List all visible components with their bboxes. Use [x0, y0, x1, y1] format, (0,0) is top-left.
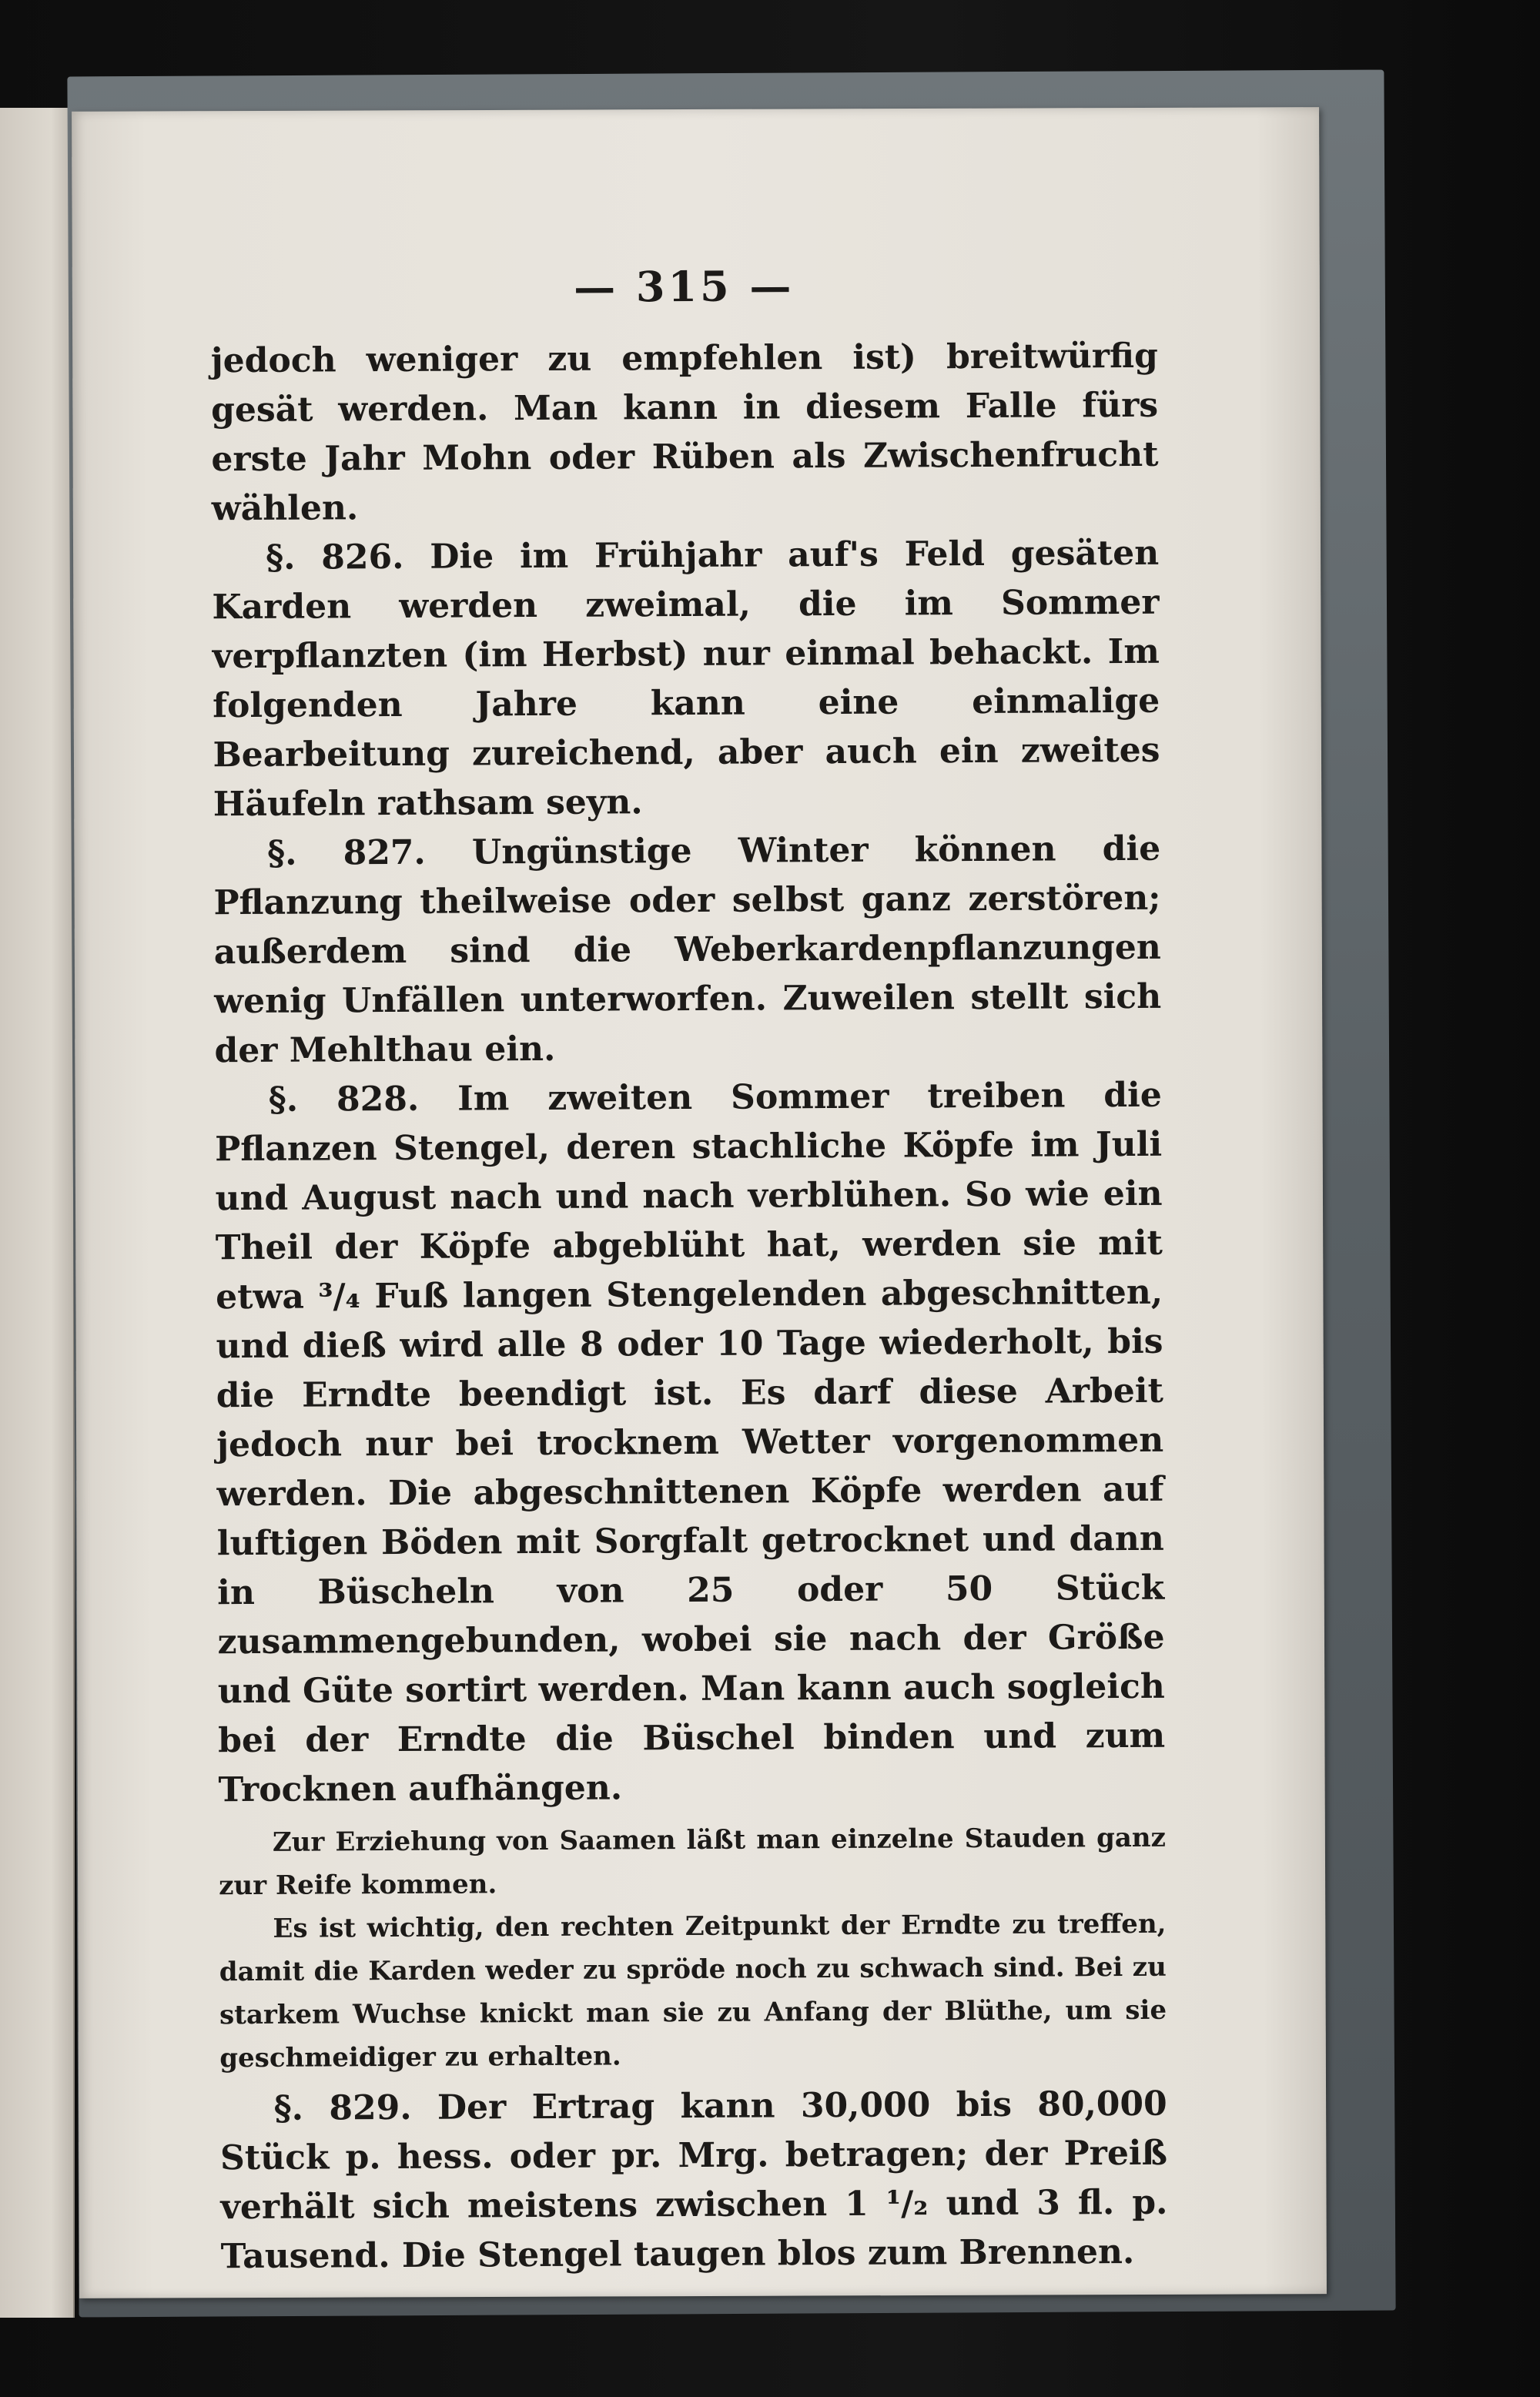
note-harvest-timing: Es ist wichtig, den rechten Zeitpunkt der Erndte zu treffen, damit die Karden weder zu spröde noch zu schwach sind. Bei zu starkem Wuchse knickt man sie zu Anfang der Blüthe, um sie geschmeidiger zu erhalten.	[219, 1908, 1167, 2074]
page-text	[210, 259, 1168, 2282]
note-seed: Zur Erziehung von Saamen läßt man einzelne Stauden ganz zur Reife kommen.	[219, 1822, 1166, 1902]
paragraph-826: §. 826. Die im Frühjahr auf's Feld gesäten Karden werden zweimal, die im Sommer verpflanzten (im Herbst) nur einmal behackt. Im folgenden Jahre kann eine einmalige Bearbeitung zureichend, aber auch ein zweites Häufeln rathsam seyn.	[212, 533, 1160, 825]
left-page-edge	[0, 108, 75, 2318]
page-number: — 315 —	[573, 261, 795, 312]
paragraph-827: §. 827. Ungünstige Winter können die Pflanzung theilweise oder selbst ganz zerstören; außerdem sind die Weberkardenpflanzungen wenig Unfällen unterworfen. Zuweilen stellt sich der Mehlthau ein.	[213, 829, 1162, 1071]
paragraph-continuation: jedoch weniger zu empfehlen ist) breitwürfig gesät werden. Man kann in diesem Falle fürs erste Jahr Mohn oder Rüben als Zwischenfrucht wählen.	[210, 336, 1159, 529]
paragraph-828: §. 828. Im zweiten Sommer treiben die Pflanzen Stengel, deren stachliche Köpfe im Juli und August nach und nach verblühen. So wie ein Theil der Köpfe abgeblüht hat, werden sie mit etwa ³/₄ Fuß langen Stengelenden abgeschnitten, und dieß wird alle 8 oder 10 Tage wiederholt, bis die Erndte beendigt ist. Es darf diese Arbeit jedoch nur bei trocknem Wetter vorgenommen werden. Die abgeschnittenen Köpfe werden auf luftigen Böden mit Sorgfalt getrocknet und dann in Büscheln von 25 oder 50 Stück zusammengebunden, wobei sie nach der Größe und Güte sortirt werden. Man kann auch sogleich bei der Erndte die Büschel binden und zum Trocknen aufhängen.	[215, 1075, 1166, 1810]
paragraph-829: §. 829. Der Ertrag kann 30,000 bis 80,000 Stück p. hess. oder pr. Mrg. betragen; der Preiß verhält sich meistens zwischen 1 ¹/₂ und 3 fl. p. Tausend. Die Stengel taugen blos zum Brennen.	[219, 2084, 1168, 2277]
